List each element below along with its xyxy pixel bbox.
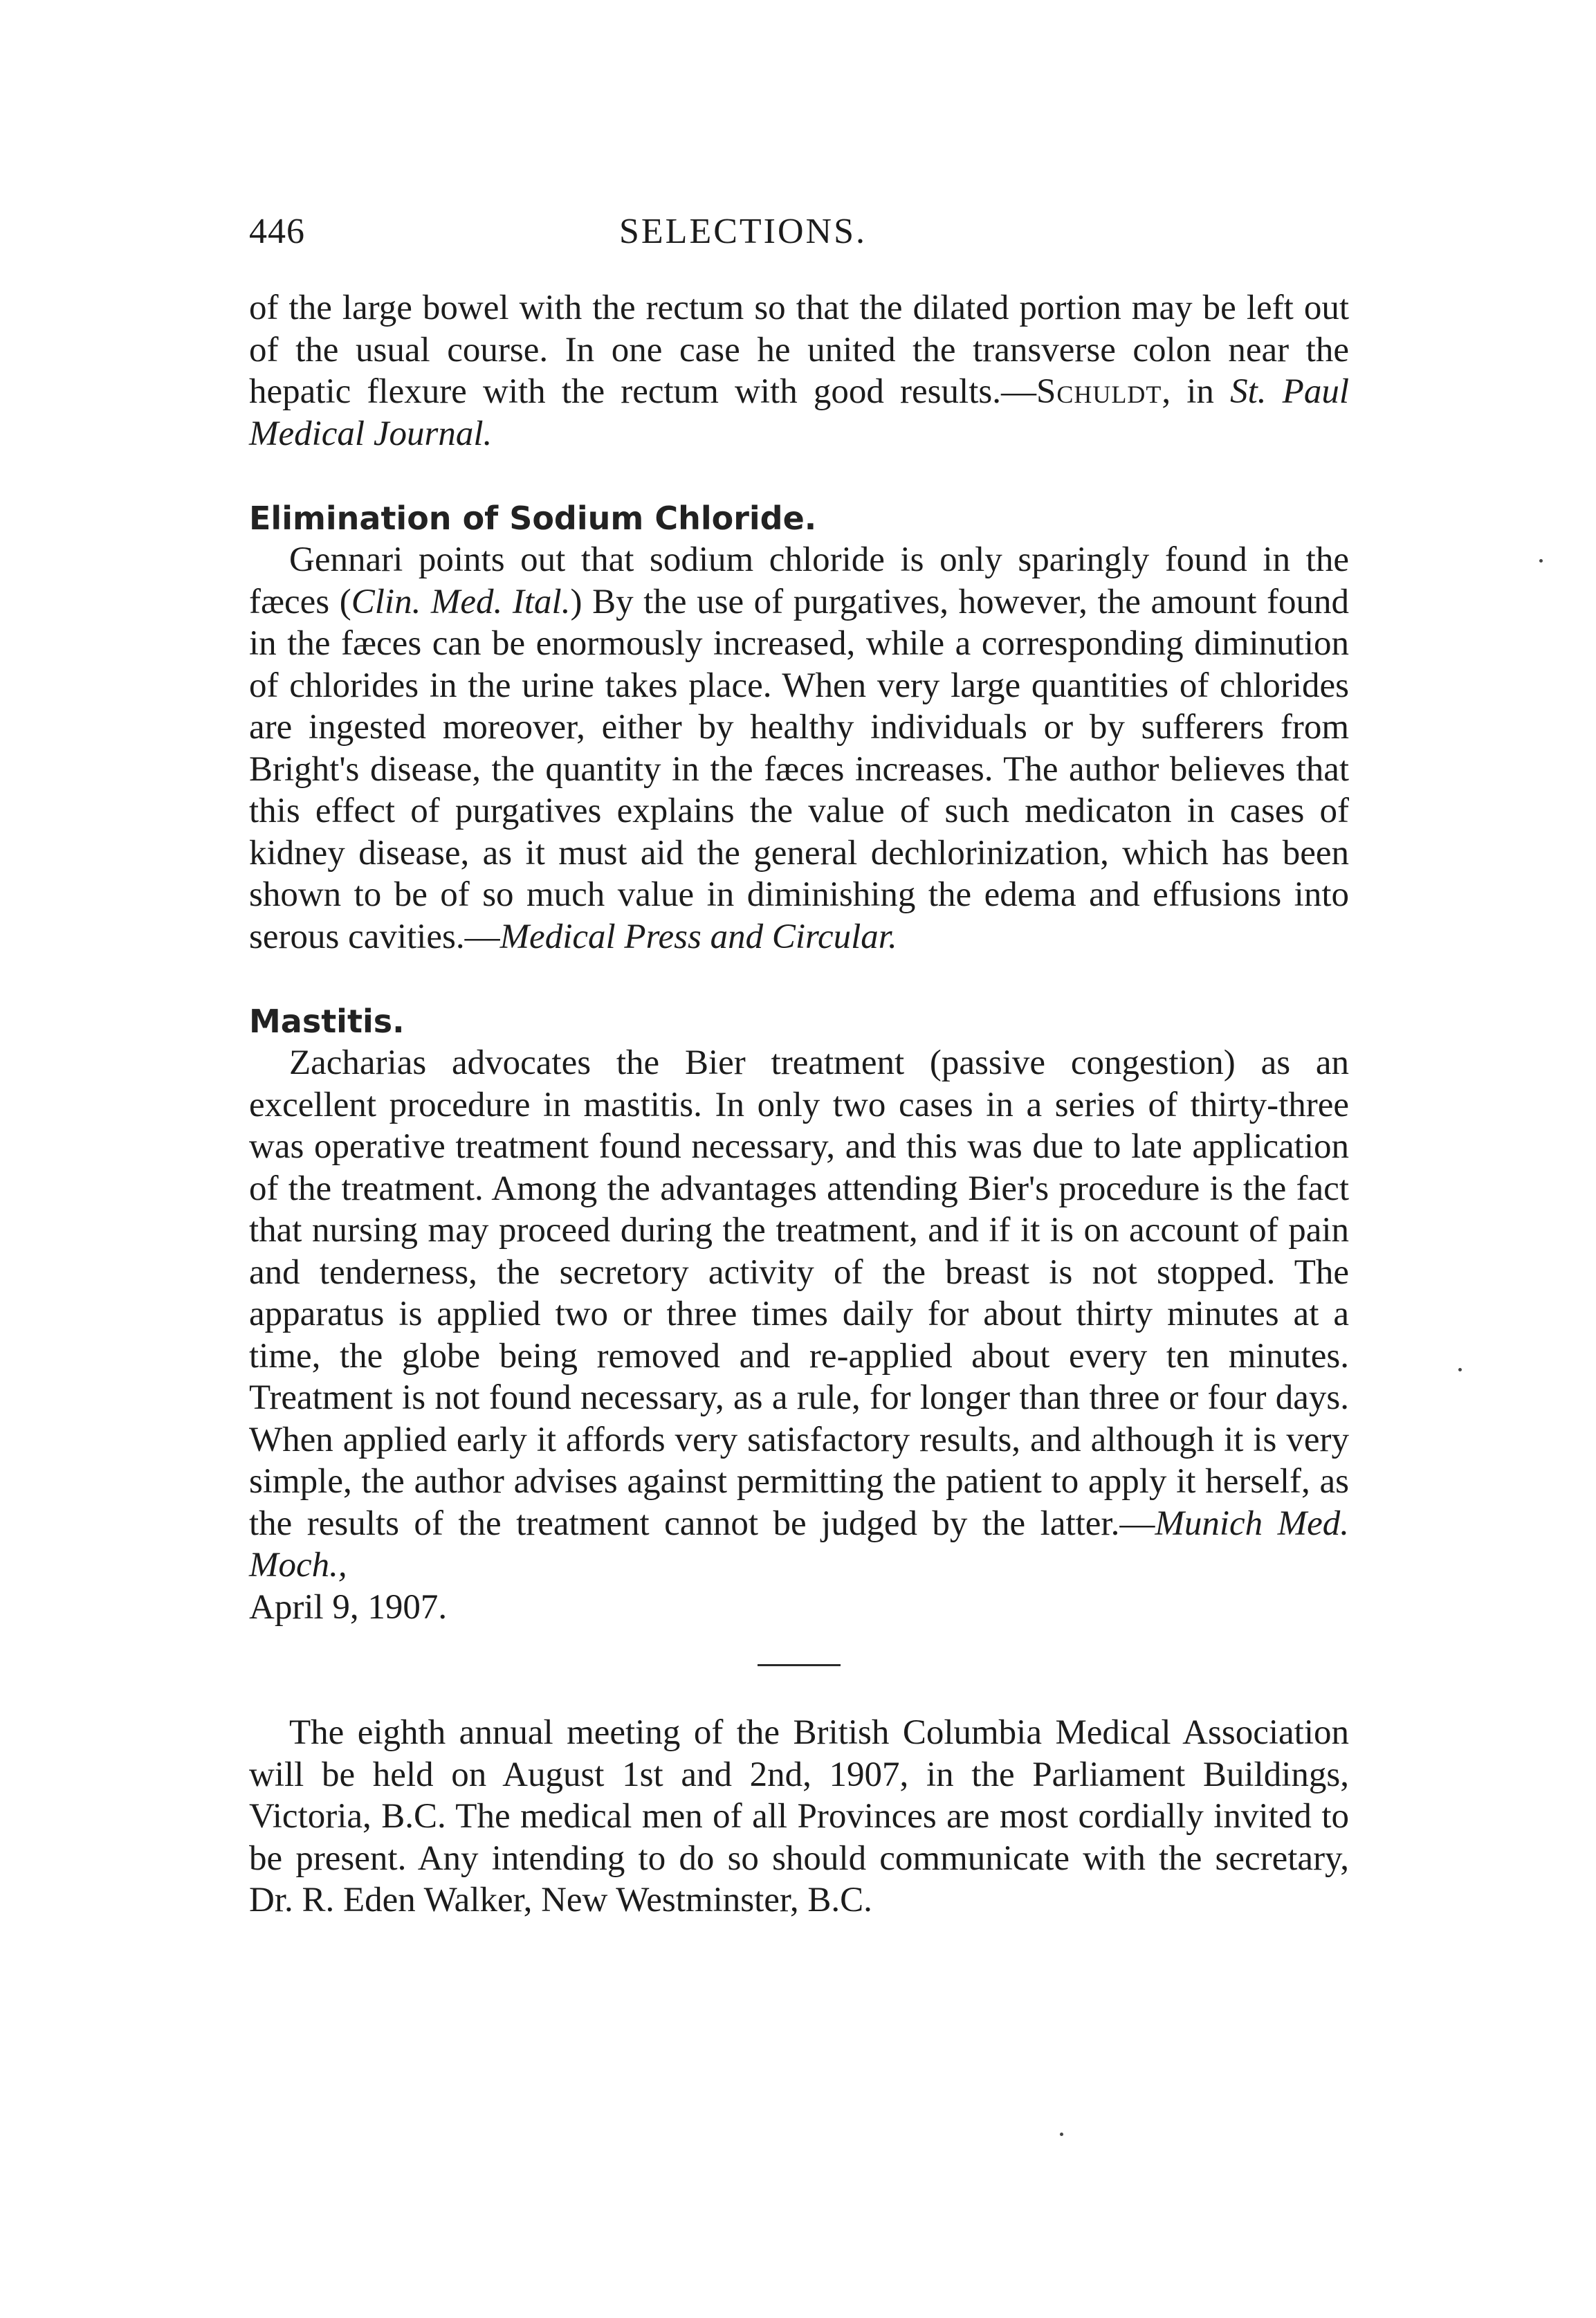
intro-text: of the large bowel with the rectum so that the dilated portion may be left out of the usual course. In one case he united the transverse colon near the hepatic flexure with the rectum with good results.— (249, 289, 1349, 411)
mastitis-paragraph (249, 1042, 1349, 1628)
sodium-source: Medical Press and Circular. (499, 917, 897, 956)
intro-paragraph (249, 287, 1349, 455)
mastitis-date: April 9, 1907. (249, 1587, 448, 1627)
intro-in: , in (1162, 372, 1231, 411)
article-body (249, 287, 1349, 1922)
sodium-text-b: ) By the use of purgatives, however, the amount found in the fæces can be enormously increased, while a corresponding diminution of chlorides in the urine takes place. When very large quantities of chlorides are ingested moreover, either by healthy individuals or by sufferers from Bright's disease, the quantity in the fæces increases. The author believes that this effect of purgatives explains the value of such medicaton in cases of kidney disease, as it must aid the general dechlorinization, which has been shown to be of so much value in diminishing the edema and effusions into serous cavities.— (249, 582, 1349, 956)
mastitis-source: Munich Med. Moch., (249, 1504, 1349, 1585)
intro-author: Schuldt (1036, 372, 1162, 411)
print-speck (1539, 559, 1543, 563)
sodium-text-a: Gennari points out that sodium chloride is only sparingly found in the fæces ( (249, 540, 1349, 621)
mastitis-text: Zacharias advocates the Bier treatment (passive congestion) as an excellent procedure in mastitis. In only two cases in a series of thirty-three was operative treatment found necessary, and this was due to late application of the treatment. Among the advantages attending Bier's procedure is the fact that nursing may proceed during the treatment, and if it is on account of pain and tenderness, the secretory activity of the breast is not stopped. The apparatus is applied two or three times daily for about thirty minutes at a time, the globe being removed and re-applied about every ten minutes. Treatment is not found necessary, as a rule, for longer than three or four days. When applied early it affords very satisfactory results, and although it is very simple, the author advises against permitting the patient to apply it herself, as the results of the treatment cannot be judged by the latter.— (249, 1043, 1349, 1543)
print-speck (1458, 1368, 1462, 1371)
running-title: SELECTIONS. (619, 212, 867, 251)
print-speck (1060, 2133, 1063, 2136)
page-number: 446 (249, 212, 305, 251)
intro-source: St. Paul Medical Journal. (249, 372, 1350, 453)
notice-paragraph: The eighth annual meeting of the British Columbia Medical Association will be held on August 1st and 2nd, 1907, in the Parliament Buildings, Victoria, B.C. The medical men of all Provinces are most cordially invited to be present. Any intending to do so should communicate with the secretary, Dr. R. Eden Walker, New Westminster, B.C. (249, 1713, 1349, 1919)
sodium-ref: Clin. Med. Ital. (351, 582, 571, 621)
running-head (249, 211, 1349, 259)
sodium-paragraph (249, 539, 1349, 958)
sodium-heading: Elimination of Sodium Chloride. (249, 500, 817, 537)
section-divider (758, 1664, 841, 1666)
mastitis-heading: Mastitis. (249, 1003, 405, 1040)
